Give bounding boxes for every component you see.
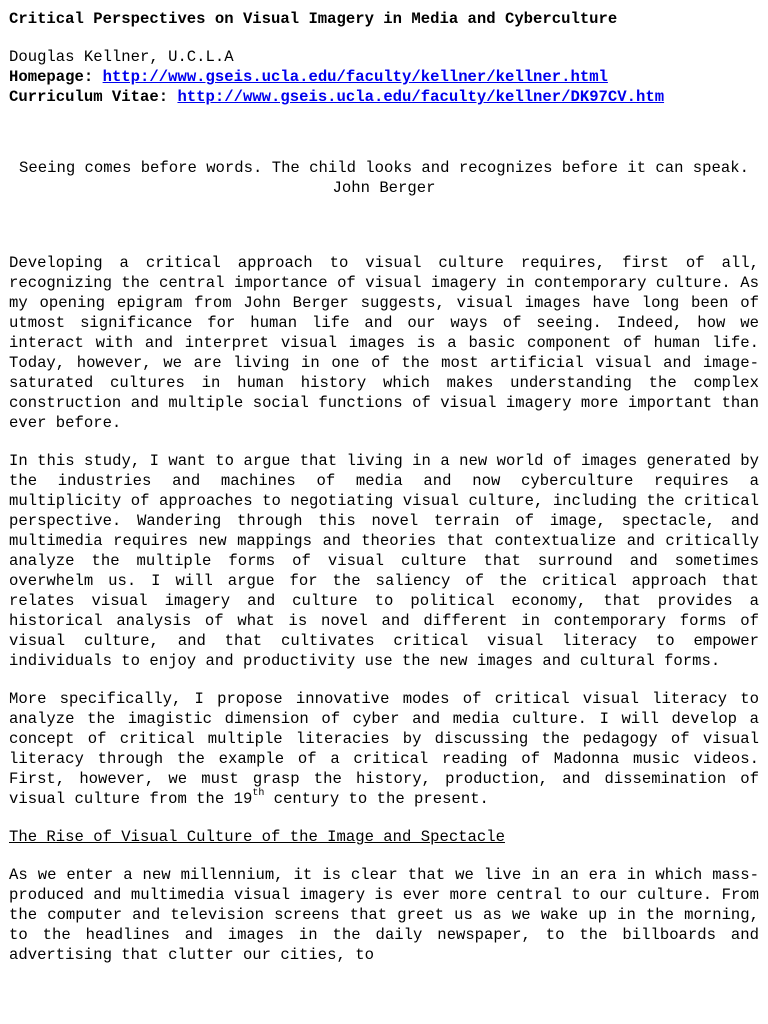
document-title: Critical Perspectives on Visual Imagery in Media and Cyberculture (9, 10, 618, 28)
section-heading: The Rise of Visual Culture of the Image and Spectacle (9, 828, 505, 846)
homepage-label: Homepage: (9, 68, 94, 86)
homepage-link[interactable]: http://www.gseis.ucla.edu/faculty/kellner/kellner.html (102, 68, 608, 86)
cv-label: Curriculum Vitae: (9, 88, 169, 106)
author-line: Douglas Kellner, U.C.L.A (9, 48, 234, 66)
document-page (9, 9, 759, 965)
cv-link[interactable]: http://www.gseis.ucla.edu/faculty/kellner/DK97CV.htm (177, 88, 665, 106)
homepage-line (9, 67, 759, 87)
cv-line (9, 87, 759, 107)
paragraph-section-start: As we enter a new millennium, it is clear that we live in an era in which mass-produced and multimedia visual imagery is ever more central to our culture. From the computer and television screens that greet us as we wake up in the morning, to the headlines and images in the daily newspaper, to the billboards and advertising that clutter our cities, to (9, 866, 759, 964)
paragraph-proposal-end: century to the present. (264, 790, 489, 808)
paragraph-proposal (9, 689, 759, 809)
paragraph-argument: In this study, I want to argue that living in a new world of images generated by the industries and machines of media and now cyberculture requires a multiplicity of approaches to negotiating visual culture, including the critical perspective. Wandering through this novel terrain of image, spectacle, and multimedia requires new mappings and theories that contextualize and critically analyze the multiple forms of visual culture that surround and sometimes overwhelm us. I will argue for the saliency of the critical approach that relates visual imagery and culture to political economy, that provides a historical analysis of what is novel and different in contemporary forms of visual culture, and that cultivates critical visual literacy to empower individuals to enjoy and productivity use the new images and cultural forms. (9, 452, 759, 670)
paragraph-proposal-text: More specifically, I propose innovative modes of critical visual literacy to analyze the imagistic dimension of cyber and media culture. I will develop a concept of critical multiple literacies by discussing the pedagogy of visual literacy through the example of a critical reading of Madonna music videos. First, however, we must grasp the history, production, and dissemination of visual culture from the 19 (9, 690, 759, 808)
superscript-th: th (252, 787, 265, 799)
paragraph-intro: Developing a critical approach to visual culture requires, first of all, recognizing the central importance of visual imagery in contemporary culture. As my opening epigram from John Berger suggests, visual images have long been of utmost significance for human life and our ways of seeing. Indeed, how we interact with and interpret visual images is a basic component of human life. Today, however, we are living in one of the most artificial visual and image-saturated cultures in human history which makes understanding the complex construction and multiple social functions of visual imagery more important than ever before. (9, 254, 759, 432)
author-info (9, 47, 759, 107)
epigram: Seeing comes before words. The child looks and recognizes before it can speak. John Berger (19, 159, 749, 197)
